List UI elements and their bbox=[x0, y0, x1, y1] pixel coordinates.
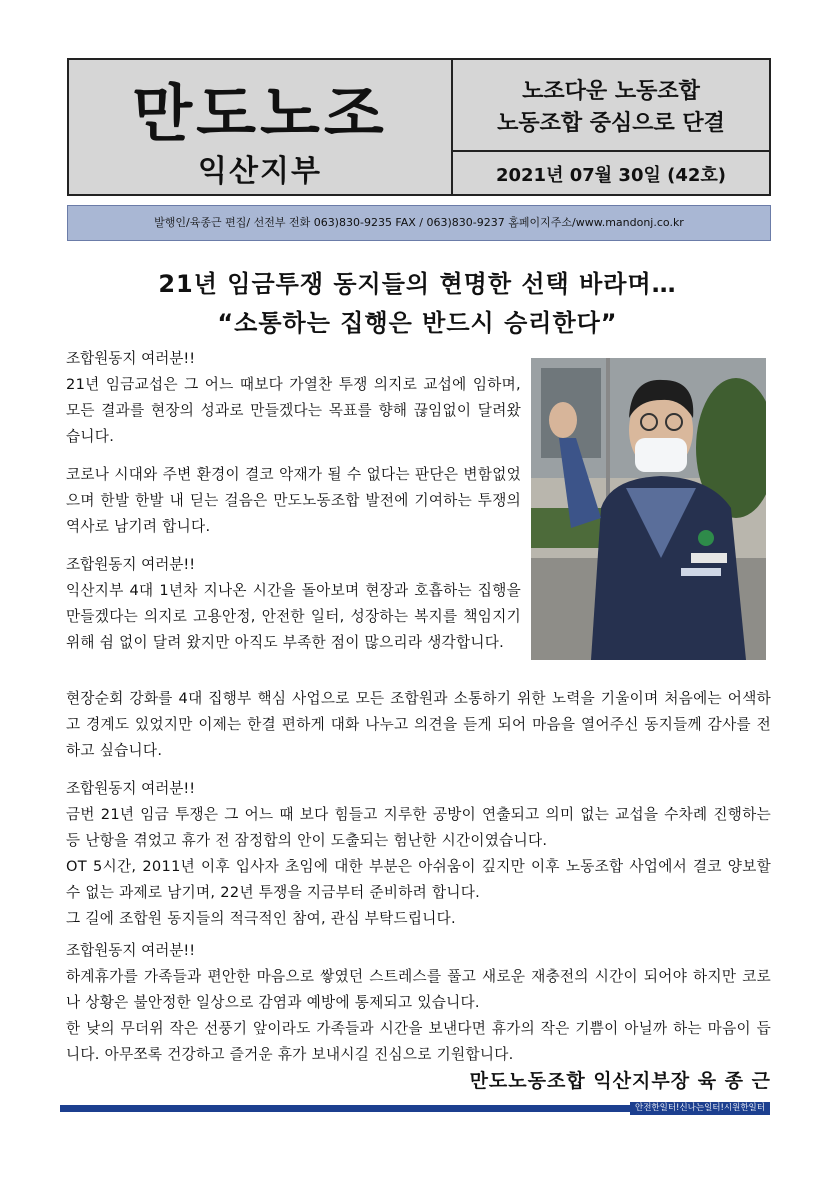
masthead-left bbox=[69, 60, 453, 194]
paragraph-7: 그 길에 조합원 동지들의 적극적인 참여, 관심 부탁드립니다. bbox=[66, 910, 456, 927]
footer-slogan-badge: 안전한일터!신나는일터!시원한일터 bbox=[630, 1102, 770, 1115]
paragraph-3: 익산지부 4대 1년차 지나온 시간을 돌아보며 현장과 호흡하는 집행을 만들겠다는 의지로 고용안정, 안전한 일터, 성장하는 복지를 책임지기 위해 쉼 없이 달려 왔지만 아직도 부족한 점이 많으리라 생각합니다. bbox=[66, 582, 521, 651]
paragraph-6: OT 5시간, 2011년 이후 입사자 초임에 대한 부분은 아쉬움이 깊지만 이후 노동조합 사업에서 결코 양보할 수 없는 과제로 남기며, 22년 투쟁을 지금부터 준비하려 합니다. bbox=[66, 858, 771, 901]
masthead-divider bbox=[453, 150, 769, 152]
footer-rule bbox=[60, 1105, 630, 1112]
greeting-1: 조합원동지 여러분!! bbox=[66, 350, 196, 367]
headline-line-2: “소통하는 집행은 반드시 승리한다” bbox=[217, 309, 618, 337]
paragraph-8: 하계휴가를 가족들과 편안한 마음으로 쌓였던 스트레스를 풀고 새로운 재충전의 시간이 되어야 하지만 코로나 상황은 불안정한 일상으로 감염과 예방에 통제되고 있습니다. bbox=[66, 968, 771, 1011]
chairman-photo bbox=[531, 358, 766, 660]
paragraph-1: 21년 임금교섭은 그 어느 때보다 가열찬 투쟁 의지로 교섭에 임하며, 모든 결과를 현장의 성과로 만들겠다는 목표를 향해 끊임없이 달려왔습니다. bbox=[66, 376, 521, 445]
branch-name: 익산지부 bbox=[198, 154, 322, 189]
masthead-right bbox=[453, 60, 769, 194]
slogan-line-1: 노조다운 노동조합 bbox=[522, 79, 700, 104]
signature: 만도노동조합 익산지부장 육 종 근 bbox=[469, 1070, 771, 1092]
newsletter-title: 만도노조 bbox=[132, 77, 388, 150]
paragraph-2: 코로나 시대와 주변 환경이 결코 악재가 될 수 없다는 판단은 변함없었으며 한발 한발 내 딛는 걸음은 만도노동조합 발전에 기여하는 투쟁의 역사로 남기려 합니다. bbox=[66, 466, 521, 535]
chairman-photo-illustration bbox=[531, 358, 766, 660]
greeting-3: 조합원동지 여러분!! bbox=[66, 780, 196, 797]
paragraph-5: 금번 21년 임금 투쟁은 그 어느 때 보다 힘들고 지루한 공방이 연출되고 의미 없는 교섭을 수차례 진행하는 등 난항을 겪었고 휴가 전 잠정합의 안이 도출되는 험난한 시간이였습니다. bbox=[66, 806, 771, 849]
paragraph-4: 현장순회 강화를 4대 집행부 핵심 사업으로 모든 조합원과 소통하기 위한 노력을 기울이며 처음에는 어색하고 경계도 있었지만 이제는 한결 편하게 대화 나누고 의견을 듣게 되어 마음을 열어주신 동지들께 감사를 전하고 싶습니다. bbox=[66, 690, 771, 759]
publisher-info-bar: 발행인/육종근 편집/ 선전부 전화 063)830-9235 FAX / 063)830-9237 홈페이지주소/www.mandonj.co.kr bbox=[67, 205, 771, 241]
slogan-line-2: 노동조합 중심으로 단결 bbox=[497, 111, 725, 136]
paragraph-9: 한 낮의 무더위 작은 선풍기 앞이라도 가족들과 시간을 보낸다면 휴가의 작은 기쁨이 아닐까 하는 마음이 듭니다. 아무쪼록 건강하고 즐거운 휴가 보내시길 진심으로 기원합니다. bbox=[66, 1020, 771, 1063]
issue-date: 2021년 07월 30일 (42호) bbox=[495, 165, 727, 186]
masthead bbox=[67, 58, 771, 196]
headline-line-1: 21년 임금투쟁 동지들의 현명한 선택 바라며… bbox=[158, 270, 677, 298]
greeting-2: 조합원동지 여러분!! bbox=[66, 556, 196, 573]
greeting-4: 조합원동지 여러분!! bbox=[66, 942, 196, 959]
